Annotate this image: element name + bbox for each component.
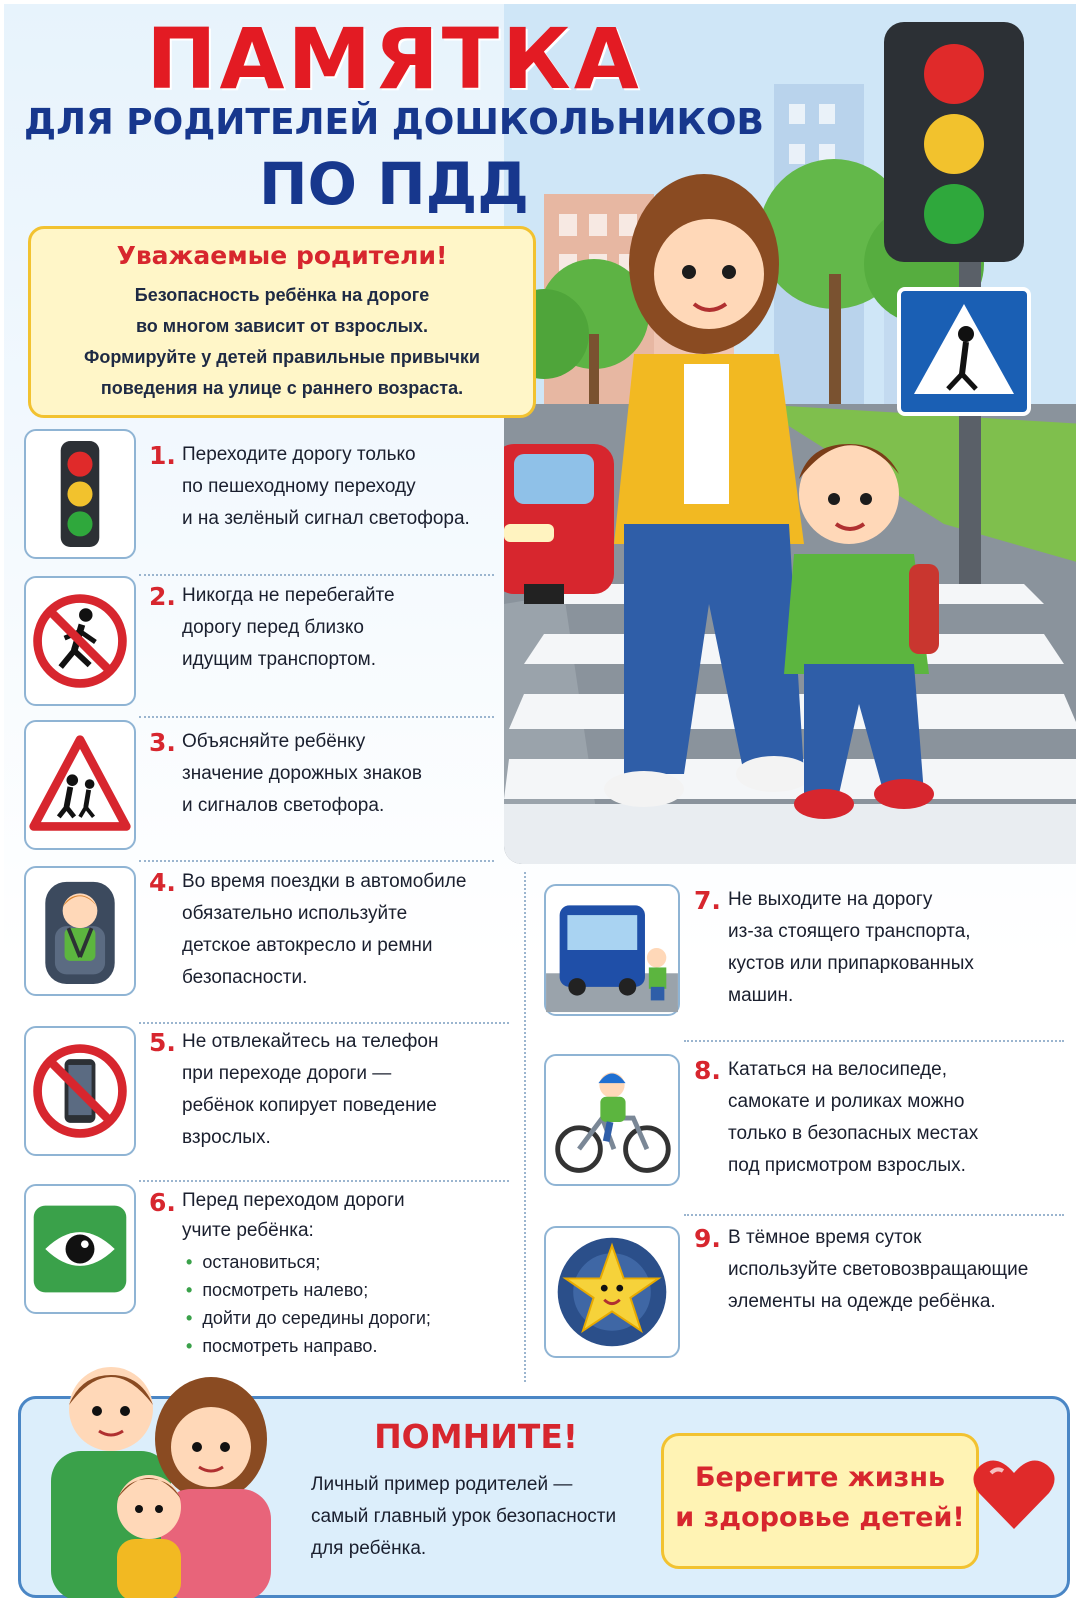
bicycle-icon bbox=[544, 1054, 680, 1186]
rule-line: при переходе дороги — bbox=[182, 1063, 392, 1084]
rule-number: 3. bbox=[149, 728, 176, 757]
intro-line: Безопасность ребёнка на дороге bbox=[134, 285, 430, 305]
remember-text bbox=[311, 1469, 661, 1565]
rule-4 bbox=[24, 866, 514, 1011]
rule-line: только в безопасных местах bbox=[728, 1123, 979, 1144]
rule-line: по пешеходному переходу bbox=[182, 476, 416, 497]
rule-line: из-за стоящего транспорта, bbox=[728, 921, 971, 942]
page-subtitle: ДЛЯ РОДИТЕЛЕЙ ДОШКОЛЬНИКОВ bbox=[24, 102, 764, 143]
child-car-seat-icon bbox=[24, 866, 136, 996]
rule-line: Кататься на велосипеде, bbox=[728, 1059, 948, 1080]
rule-line: Не выходите на дорогу bbox=[728, 889, 933, 910]
divider bbox=[684, 1214, 1064, 1216]
reflective-star-icon bbox=[544, 1226, 680, 1358]
rule-line: используйте световозвращающие bbox=[728, 1259, 1029, 1280]
rule-line: Не отвлекайтесь на телефон bbox=[182, 1031, 439, 1052]
rule-9 bbox=[544, 1226, 1074, 1366]
column-divider bbox=[524, 872, 526, 1382]
intro-line: во многом зависит от взрослых. bbox=[135, 316, 429, 336]
rule-line: кустов или припаркованных bbox=[728, 953, 974, 974]
rule-line: безопасности. bbox=[182, 967, 308, 988]
intro-line: поведения на улице с раннего возраста. bbox=[100, 378, 464, 398]
rule-line: взрослых. bbox=[182, 1127, 271, 1148]
family-illustration bbox=[31, 1339, 291, 1601]
rule-text bbox=[728, 1054, 978, 1182]
rule-line: Во время поездки в автомобиле bbox=[182, 871, 467, 892]
eye-icon bbox=[24, 1184, 136, 1314]
rule-line: и сигналов светофора. bbox=[182, 795, 385, 816]
care-line: и здоровье детей! bbox=[675, 1502, 965, 1533]
list-item: • дойти до середины дороги; bbox=[186, 1304, 431, 1332]
rule-number: 5. bbox=[149, 1028, 176, 1057]
divider bbox=[684, 1040, 1064, 1042]
traffic-light-icon bbox=[24, 429, 136, 559]
list-item: • остановиться; bbox=[186, 1248, 431, 1276]
rule-3 bbox=[24, 720, 504, 855]
bus-icon bbox=[544, 884, 680, 1016]
rule-line: Перед переходом дороги bbox=[182, 1190, 405, 1211]
care-box bbox=[661, 1433, 979, 1569]
rule-number: 1. bbox=[149, 441, 176, 470]
remember-line: для ребёнка. bbox=[311, 1538, 427, 1559]
rule-line: В тёмное время суток bbox=[728, 1227, 922, 1248]
rule-line: самокате и роликах можно bbox=[728, 1091, 965, 1112]
rule-text bbox=[182, 1186, 405, 1246]
rule-line: машин. bbox=[728, 985, 794, 1006]
divider bbox=[139, 1022, 509, 1024]
divider bbox=[139, 860, 494, 862]
heart-icon bbox=[969, 1449, 1059, 1539]
remember-heading: ПОМНИТЕ! bbox=[374, 1417, 578, 1456]
rule-5 bbox=[24, 1026, 514, 1171]
remember-line: Личный пример родителей — bbox=[311, 1474, 573, 1495]
rule-text bbox=[182, 580, 395, 676]
rule-1 bbox=[24, 429, 504, 564]
care-line: Берегите жизнь bbox=[694, 1462, 946, 1493]
rule-number: 6. bbox=[149, 1188, 176, 1217]
rule-number: 9. bbox=[694, 1224, 721, 1253]
intro-box bbox=[28, 226, 536, 418]
page-subtitle-line2: ПО ПДД bbox=[259, 150, 529, 218]
rule-line: обязательно используйте bbox=[182, 903, 408, 924]
remember-line: самый главный урок безопасности bbox=[311, 1506, 617, 1527]
rule-line: элементы на одежде ребёнка. bbox=[728, 1291, 996, 1312]
list-item: • посмотреть направо. bbox=[186, 1332, 431, 1360]
rule-text bbox=[728, 1222, 1028, 1318]
rule-line: Переходите дорогу только bbox=[182, 444, 416, 465]
rule-text bbox=[182, 439, 470, 535]
rule-line: идущим транспортом. bbox=[182, 649, 377, 670]
remember-panel bbox=[18, 1396, 1070, 1598]
rule-number: 2. bbox=[149, 582, 176, 611]
divider bbox=[139, 716, 494, 718]
rule-text bbox=[182, 866, 466, 994]
list-item: • посмотреть налево; bbox=[186, 1276, 431, 1304]
rule-8 bbox=[544, 1054, 1074, 1194]
divider bbox=[139, 1180, 509, 1182]
rule-line: Объясняйте ребёнку bbox=[182, 731, 366, 752]
rule-7 bbox=[544, 884, 1074, 1024]
no-running-icon bbox=[24, 576, 136, 706]
rule-line: детское автокресло и ремни bbox=[182, 935, 433, 956]
rule-text bbox=[182, 726, 422, 822]
rule-text bbox=[182, 1026, 438, 1154]
rule-number: 7. bbox=[694, 886, 721, 915]
rule-line: ребёнок копирует поведение bbox=[182, 1095, 437, 1116]
intro-heading: Уважаемые родители! bbox=[116, 241, 448, 270]
rule-line: учите ребёнка: bbox=[182, 1220, 314, 1241]
rule-number: 8. bbox=[694, 1056, 721, 1085]
rule-line: и на зелёный сигнал светофора. bbox=[182, 508, 470, 529]
no-phone-icon bbox=[24, 1026, 136, 1156]
rule-line: дорогу перед близко bbox=[182, 617, 364, 638]
children-warning-sign-icon bbox=[24, 720, 136, 850]
intro-text bbox=[31, 280, 533, 404]
rule-number: 4. bbox=[149, 868, 176, 897]
rule-text bbox=[728, 884, 974, 1012]
page-title: ПАМЯТКА bbox=[146, 10, 642, 108]
rule-line: Никогда не перебегайте bbox=[182, 585, 395, 606]
rule-line: под присмотром взрослых. bbox=[728, 1155, 966, 1176]
rule-line: значение дорожных знаков bbox=[182, 763, 422, 784]
intro-line: Формируйте у детей правильные привычки bbox=[84, 347, 480, 367]
rule-2 bbox=[24, 576, 504, 711]
